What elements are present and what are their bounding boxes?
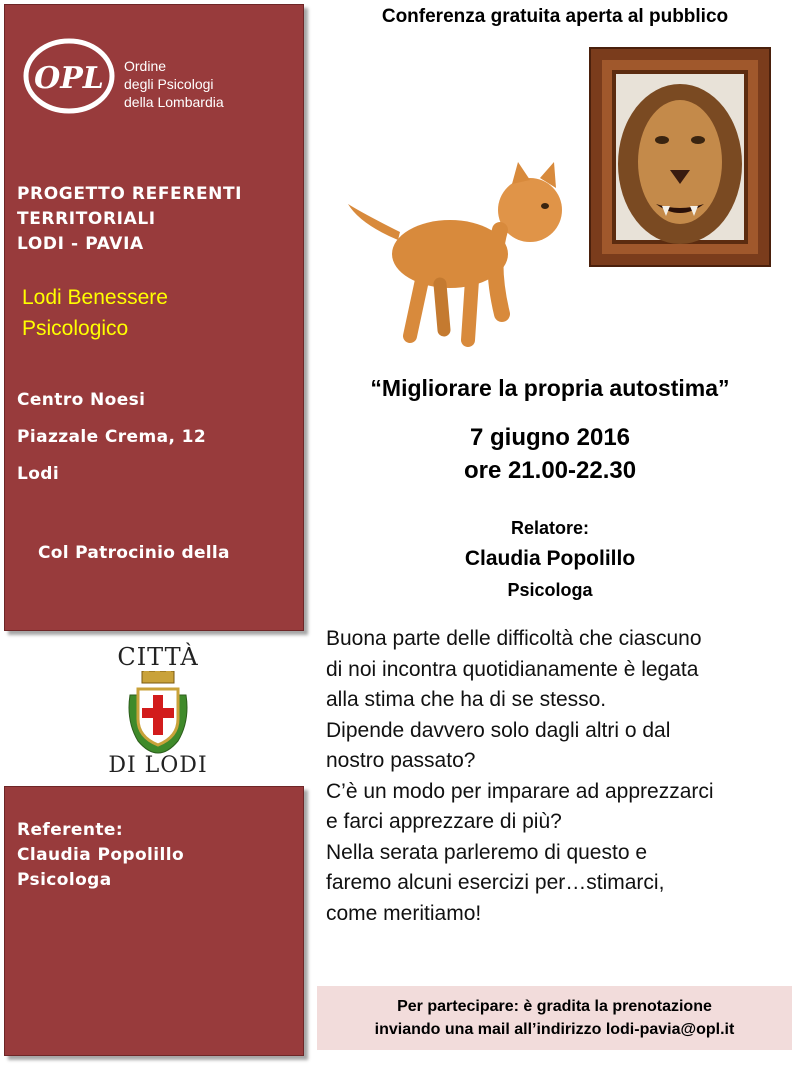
- description-line: e farci apprezzare di più?: [326, 810, 562, 833]
- description-line: C’è un modo per imparare ad apprezzarci: [326, 779, 714, 803]
- project-title: [17, 182, 242, 257]
- address-street: Piazzale Crema, 12: [17, 427, 207, 447]
- referent-line: Psicologa: [17, 870, 112, 890]
- opl-logo-text: OPL: [34, 61, 104, 96]
- conference-time: ore 21.00-22.30: [463, 457, 637, 484]
- wellbeing-line: Psicologico: [22, 317, 129, 340]
- project-line: PROGETTO REFERENTI: [17, 184, 243, 204]
- referent-block: [17, 818, 184, 893]
- org-name-line: degli Psicologi: [124, 76, 214, 92]
- crest-icon: [124, 671, 192, 755]
- description-line: faremo alcuni esercizi per…stimarci,: [326, 871, 665, 894]
- city-crest: [108, 643, 208, 783]
- note-line: Per partecipare: è gradita la prenotazione: [397, 998, 712, 1015]
- address-venue: Centro Noesi: [17, 390, 146, 410]
- description-line: nostro passato?: [326, 749, 476, 772]
- org-name-line: Ordine: [124, 58, 167, 74]
- org-name-line: della Lombardia: [124, 94, 224, 110]
- speaker-label: Relatore:: [510, 518, 590, 538]
- conference-heading: Conferenza gratuita aperta al pubblico: [381, 6, 729, 27]
- conference-title: “Migliorare la propria autostima”: [370, 375, 730, 401]
- speaker-name: Claudia Popolillo: [464, 547, 636, 570]
- opl-logo: [23, 38, 115, 116]
- wellbeing-line: Lodi Benessere: [22, 286, 168, 309]
- project-line: TERRITORIALI: [17, 209, 156, 229]
- description-line: di noi incontra quotidianamente è legata: [326, 657, 699, 681]
- city-name-bottom: DI LODI: [108, 753, 208, 778]
- kitten-and-lion-photo: [340, 44, 780, 354]
- org-name: [124, 57, 224, 111]
- description-line: Dipende davvero solo dagli altri o dal: [326, 718, 671, 742]
- note-line: inviando una mail all’indirizzo lodi-pavia@opl.it: [374, 1021, 735, 1038]
- description-text: [326, 624, 786, 929]
- project-line: LODI - PAVIA: [17, 234, 144, 254]
- wellbeing-label: [22, 282, 168, 344]
- city-name-top: CITTÀ: [117, 643, 199, 671]
- description-line: come meritiamo!: [326, 901, 482, 925]
- referent-line: Claudia Popolillo: [17, 845, 185, 865]
- conference-date: 7 giugno 2016: [469, 424, 631, 451]
- description-line: alla stima che ha di se stesso.: [326, 688, 607, 711]
- address-city: Lodi: [17, 464, 60, 484]
- description-line: Nella serata parleremo di questo e: [326, 840, 648, 864]
- referent-line: Referente:: [17, 820, 124, 840]
- patronage-label: Col Patrocinio della: [38, 543, 230, 563]
- description-line: Buona parte delle difficoltà che ciascuno: [326, 627, 702, 650]
- registration-note: [317, 986, 792, 1050]
- speaker-role: Psicologa: [507, 580, 593, 600]
